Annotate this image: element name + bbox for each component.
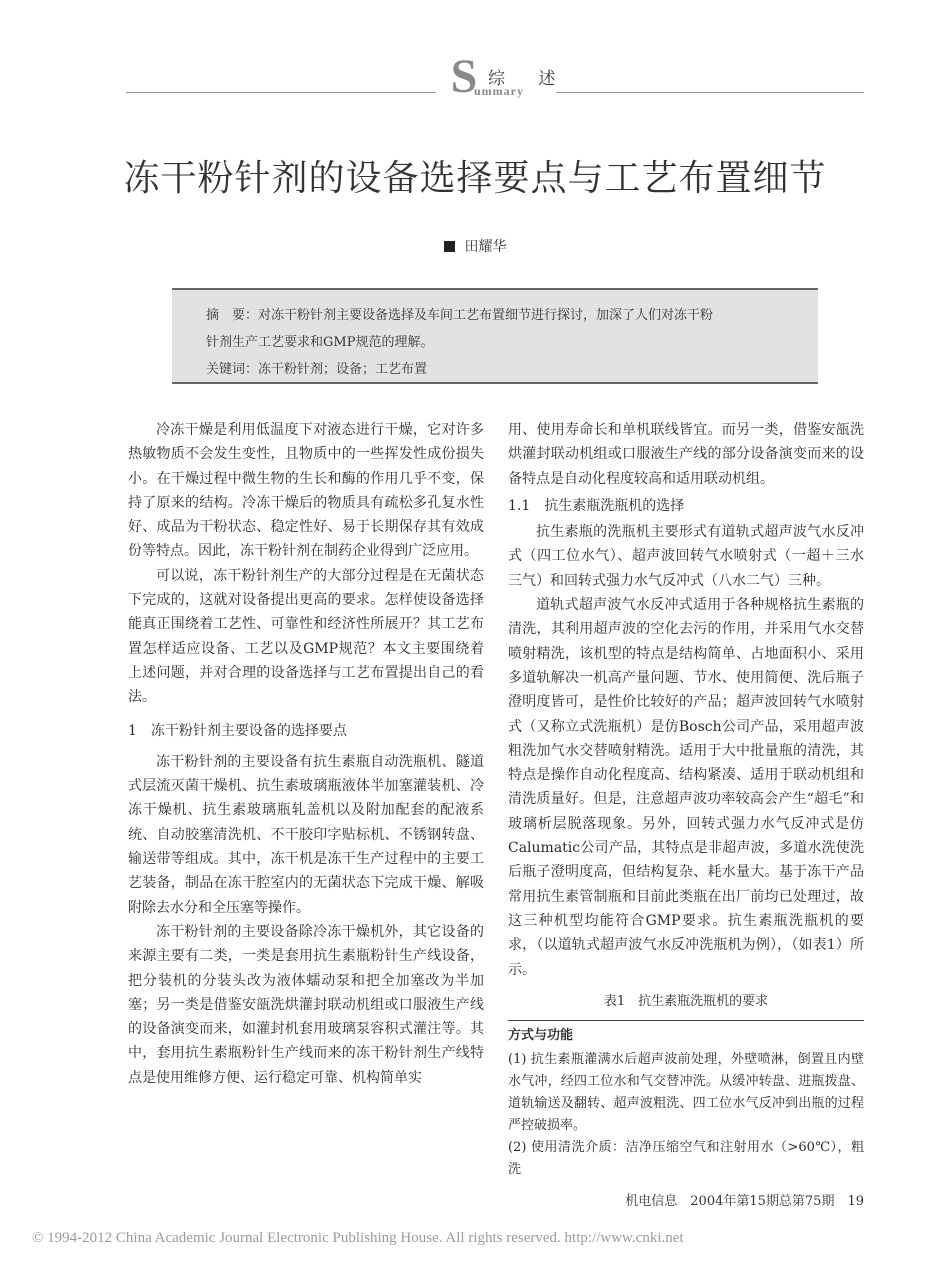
table-row: (2) 使用清洗介质：洁净压缩空气和注射用水（>60℃），粗洗 — [508, 1140, 864, 1178]
keywords: 关键词：冻干粉针剂；设备；工艺布置 — [206, 362, 428, 377]
right-column — [508, 418, 864, 1181]
author-bullet-icon — [444, 241, 455, 252]
section-logo-letter: S — [450, 50, 478, 103]
article-title: 冻干粉针剂的设备选择要点与工艺布置细节 — [123, 158, 827, 199]
abstract-line-1: 摘 要：对冻干粉针剂主要设备选择及车间工艺布置细节进行探讨，加深了人们对冻干粉 — [206, 308, 714, 323]
section-heading: 1 冻干粉针剂主要设备的选择要点 — [128, 722, 347, 739]
table-caption: 表1 抗生素瓶洗瓶机的要求 — [603, 993, 769, 1009]
paragraph: 冻干粉针剂的主要设备有抗生素瓶自动洗瓶机、隧道式层流灭菌干燥机、抗生素玻璃瓶液体半加塞灌装机、冷冻干燥机、抗生素玻璃瓶轧盖机以及附加配套的配液系统、自动胶塞清洗机、不干胶印字贴标机、不锈钢转盘、输送带等组成。其中，冻干机是冻干生产过程中的主要工艺装备，制品在冻干腔室内的无菌状态下完成干燥、解吸附除去水分和全压塞等操作。 — [128, 753, 484, 916]
table-header: 方式与功能 — [508, 1028, 574, 1044]
header-rule-right — [556, 92, 864, 93]
abstract-line-2: 针剂生产工艺要求和GMP规范的理解。 — [206, 335, 434, 350]
paragraph: 冻干粉针剂的主要设备除冷冻干燥机外，其它设备的来源主要有二类，一类是套用抗生素瓶粉针生产线设备，把分装机的分装头改为液体蠕动泵和把全加塞改为半加塞；另一类是借鉴安瓿洗烘灌封联动机组或口服液生产线的设备演变而来，如灌封机套用玻璃泵容积式灌注等。其中，套用抗生素瓶粉针生产线而来的冻干粉针剂生产线特点是使用维修方便、运行稳定可靠、机构简单实 — [128, 923, 484, 1086]
table — [508, 1025, 864, 1181]
abstract-box — [172, 288, 818, 384]
author-name: 田耀华 — [464, 239, 507, 255]
copyright-notice: © 1994-2012 China Academic Journal Electronic Publishing House. All rights reserved. http://www.cnki.net — [32, 1230, 684, 1246]
paragraph: 道轨式超声波气水反冲式适用于各种规格抗生素瓶的清洗，其利用超声波的空化去污的作用，并采用气水交替喷射精洗，该机型的特点是结构简单、占地面积小、采用多道轨解决一机高产量问题、节水、使用简便、洗后瓶子澄明度皆可，是性价比较好的产品；超声波回转气水喷射式（又称立式洗瓶机）是仿Bosch公司产品，采用超声波粗洗加气水交替喷射精洗。适用于大中批量瓶的清洗，其特点是操作自动化程度高、结构紧凑、适用于联动机组和清洗质量好。但是，注意超声波功率较高会产生“超毛”和玻璃析层脱落现象。另外，回转式强力水气反冲式是仿Calumatic公司产品，其特点是非超声波，多道水洗使洗后瓶子澄明度高，但结构复杂、耗水量大。基于冻干产品常用抗生素管制瓶和目前此类瓶在出厂前均已处理过，故这三种机型均能符合GMP要求。抗生素瓶洗瓶机的要求，（以道轨式超声波气水反冲洗瓶机为例），（如表1）所示。 — [508, 597, 864, 978]
paragraph: 抗生素瓶的洗瓶机主要形式有道轨式超声波气水反冲式（四工位水气）、超声波回转气水喷射式（一超＋三水三气）和回转式强力水气反冲式（八水二气）三种。 — [508, 524, 864, 589]
table-row: (1) 抗生素瓶灌满水后超声波前处理，外壁喷淋，倒置且内壁水气冲，经四工位水和气交替冲洗。从缓冲转盘、进瓶拨盘、道轨输送及翻转、超声波粗洗、四工位水气反冲到出瓶的过程严控破损率。 — [508, 1052, 864, 1134]
author-line — [0, 236, 950, 256]
paragraph: 冷冻干燥是利用低温度下对液态进行干燥，它对许多热敏物质不会发生变性，且物质中的一些挥发性成份损失小。在干燥过程中微生物的生长和酶的作用几乎不变，保持了原来的结构。冷冻干燥后的物质具有疏松多孔复水性好、成品为干粉状态、稳定性好、易于长期保存其有效成份等特点。因此，冻干粉针剂在制药企业得到广泛应用。 — [128, 422, 484, 560]
page-footer: 机电信息 2004年第15期总第75期 19 — [625, 1194, 864, 1209]
paragraph: 用、使用寿命长和单机联线皆宜。而另一类，借鉴安瓿洗烘灌封联动机组或口服液生产线的部分设备演变而来的设备特点是自动化程度较高和适用联动机组。 — [508, 422, 864, 487]
section-name-cn: 综 述 — [488, 69, 570, 89]
table-top-rule — [508, 1020, 864, 1021]
paragraph: 可以说，冻干粉针剂生产的大部分过程是在无菌状态下完成的，这就对设备提出更高的要求。怎样使设备选择能真正围绕着工艺性、可靠性和经济性所展开？其工艺布置怎样适应设备、工艺以及GMP规范？本文主要围绕着上述问题，并对合理的设备选择与工艺布置提出自己的看法。 — [128, 567, 484, 706]
left-column — [128, 418, 484, 1090]
header-rule-left — [126, 92, 436, 93]
section-name-en: ummary — [474, 84, 524, 98]
subsection-heading: 1.1 抗生素瓶洗瓶机的选择 — [508, 497, 685, 514]
